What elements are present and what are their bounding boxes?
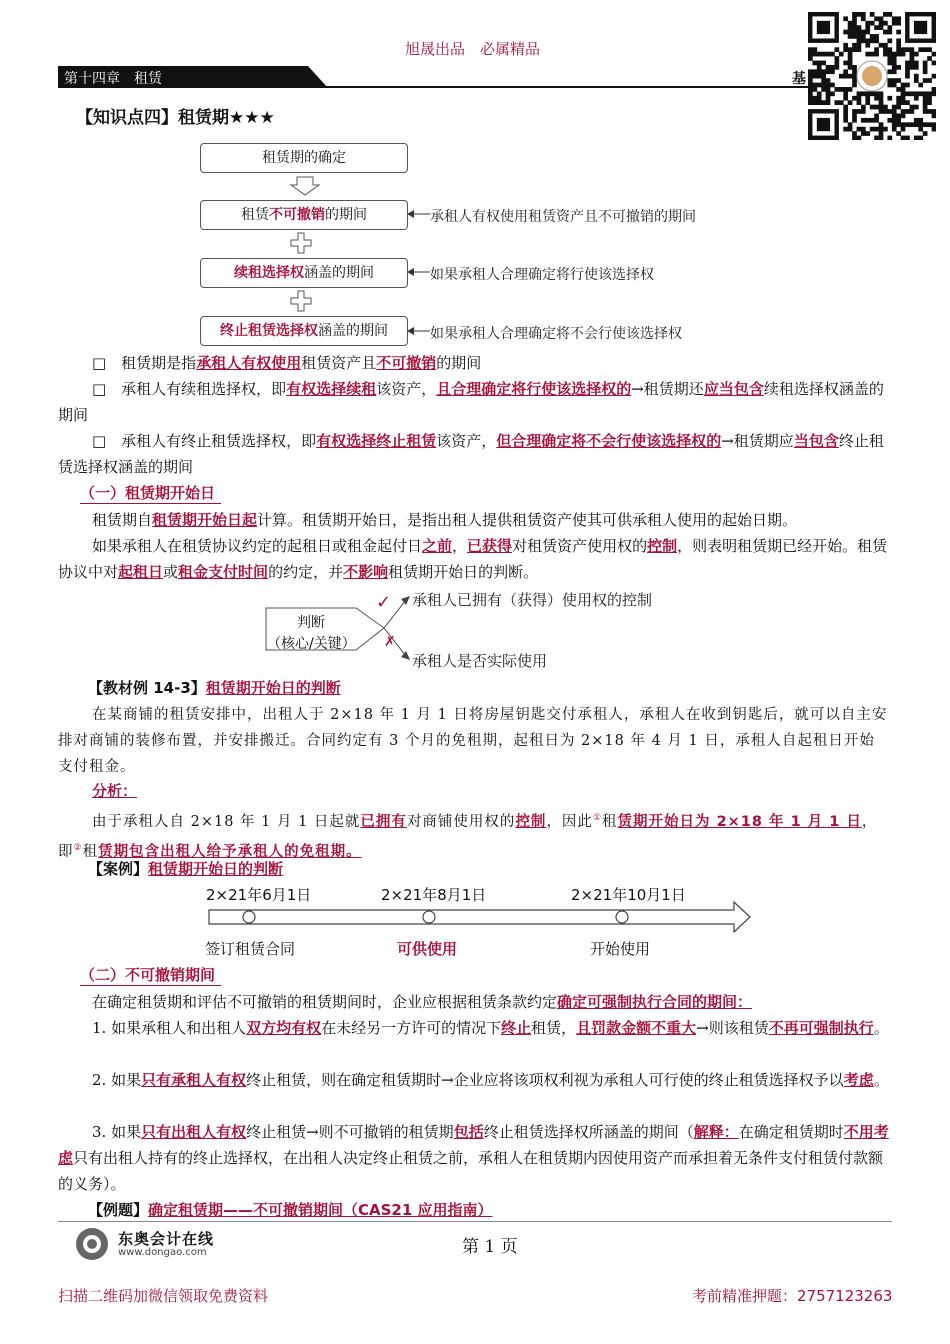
b2-6: 续租选择权涵盖的期间 <box>58 380 884 424</box>
b2-0: □ 承租人有续租选择权，即 <box>92 380 287 398</box>
b2-4: →租赁期还 <box>631 380 704 398</box>
case-title: 租赁期开始日的判断 <box>148 860 284 878</box>
header-rule <box>326 86 812 88</box>
s1p2-4: 对租赁资产使用权的 <box>512 537 648 555</box>
b2-2: 该资产， <box>376 380 437 398</box>
bullet-3 <box>58 428 890 480</box>
i1-0: 1. 如果承租人和出租人 <box>92 1019 247 1037</box>
b3-1: 有权选择终止租赁 <box>316 432 437 450</box>
case-event-3: 开始使用 <box>590 940 651 958</box>
sup2: ② <box>73 842 83 853</box>
s1p1-0: 租赁期自 <box>92 511 153 529</box>
s1p2-11: 不影响 <box>343 563 389 581</box>
a3: 对商铺使用权的 <box>406 813 516 830</box>
timeline-arrow <box>208 900 752 936</box>
example1-body: 在某商铺的租赁安排中，出租人于 2×18 年 1 月 1 日将房屋钥匙交付承租人，承租人在收到钥匙后，就可以自主安排对商铺的装修布置，并安排搬迁。合同约定有 3 个月的免租期，起租日为 2×18 年 4 月 1 日，承租人自起租日开始支付租金。 <box>58 707 888 775</box>
chapter-tail: 基 <box>792 71 806 87</box>
b3-2: 该资产， <box>436 432 497 450</box>
i3-6: 在确定租赁期时 <box>738 1123 844 1141</box>
i1-5: 且罚款金额不重大 <box>576 1019 697 1037</box>
a1: 由于承租人自 2×18 年 1 月 1 日起就 <box>92 813 361 830</box>
i3-8: 只有出租人持有的终止选择权，在出租人决定终止租赁之前，承租人在租赁期内因使用资产而承担着无条件支付租赁付款额的义务）。 <box>58 1149 884 1193</box>
flow-box-lease-term-label: 租赁期的确定 <box>262 150 346 166</box>
case-label: 【案例】 <box>88 860 149 878</box>
b3-6: 终止租赁选择权涵盖的期间 <box>58 432 884 476</box>
plus-icon <box>290 232 312 254</box>
b1-0: □ 租赁期是指 <box>92 354 197 372</box>
b1-3: 不可撤销 <box>376 354 437 372</box>
i2-1: 只有承租人有权 <box>141 1071 247 1089</box>
i2-2: 终止租赁，则在确定租赁期时→企业应将该项权利视为承租人可行使的终止租赁选择权予以 <box>246 1071 844 1089</box>
judge-center <box>267 613 355 655</box>
a9: 租 <box>82 843 99 860</box>
s1p2-3: 已获得 <box>467 537 513 555</box>
flow-box-termination <box>200 316 408 346</box>
a10: 赁期包含出租人给予承租人的免租期。 <box>98 843 362 860</box>
logo-url: www.dongao.com <box>118 1247 207 1258</box>
s2i-0: 在确定租赁期和评估不可撤销的租赁期间时，企业应根据租赁条款约定 <box>92 993 558 1011</box>
i3-4: 终止租赁选择权所涵盖的期间（ <box>483 1123 694 1141</box>
b1-2: 租赁资产且 <box>301 354 377 372</box>
b3-5: 当包含 <box>793 432 839 450</box>
i1-1: 双方均有权 <box>246 1019 322 1037</box>
i3-0: 3. 如果 <box>92 1123 142 1141</box>
plus-icon <box>290 290 312 312</box>
flow-box4-em: 终止租赁选择权 <box>220 323 318 339</box>
analysis-body <box>58 805 890 865</box>
s1p2-5: 控制 <box>647 537 678 555</box>
judge-center-line2: （核心/关键） <box>267 636 356 652</box>
a8: ，即 <box>58 813 878 860</box>
s1p2-9: 租金支付时间 <box>178 563 269 581</box>
judge-center-line1: 判断 <box>297 615 325 631</box>
s1p2-7: 起租日 <box>118 563 164 581</box>
sec2-item-3 <box>58 1119 890 1197</box>
footer-left: 扫描二维码加微信领取免费资料 <box>58 1287 269 1305</box>
i1-2: 在未经另一方许可的情况下 <box>321 1019 502 1037</box>
analysis-label: 分析： <box>92 782 138 800</box>
s1p2-10: 的约定，并 <box>268 563 344 581</box>
sup1: ① <box>592 813 603 823</box>
i3-2: 终止租赁→则不可撤销的租赁期 <box>246 1123 454 1141</box>
i1-6: →则该租赁 <box>696 1019 769 1037</box>
flow-box3-post: 涵盖的期间 <box>304 265 374 281</box>
b1-4: 的期间 <box>436 354 482 372</box>
a4: 控制 <box>515 813 547 830</box>
example2-label: 【例题】 <box>88 1201 149 1219</box>
note-noncancellable: 承租人有权使用租赁资产且不可撤销的期间 <box>430 209 696 225</box>
flow-box-noncancellable <box>200 200 408 230</box>
example2-title: 确定租赁期——不可撤销期间（CAS21 应用指南） <box>148 1201 493 1219</box>
i2-3: 考虑 <box>843 1071 874 1089</box>
case-date-3: 2×21年10月1日 <box>571 886 686 904</box>
brand-slogan: 旭晟出品 必属精品 <box>405 40 541 58</box>
a6: 租 <box>602 813 618 830</box>
b3-3: 但合理确定将不会行使该选择权的 <box>496 432 722 450</box>
qr-code <box>808 12 936 140</box>
sec2-intro <box>58 989 890 1015</box>
chapter-title: 第十四章 租赁 <box>64 71 162 87</box>
down-arrow-icon <box>288 176 322 196</box>
i2-4: 。 <box>873 1071 889 1089</box>
i3-3: 包括 <box>453 1123 484 1141</box>
qr-code-graphic <box>808 12 936 140</box>
cross-icon: ✗ <box>384 634 396 650</box>
example2-header <box>88 1199 493 1220</box>
note-arrows <box>406 200 432 350</box>
flow-box2-pre: 租赁 <box>241 207 269 223</box>
a2: 已拥有 <box>360 813 407 830</box>
example1-title: 租赁期开始日的判断 <box>205 679 341 697</box>
flow-box-renewal <box>200 258 408 288</box>
dongao-logo-icon <box>74 1226 110 1262</box>
logo-name: 东奥会计在线 <box>118 1230 215 1248</box>
footer-right: 考前精准押题：2757123263 <box>692 1287 893 1305</box>
case-event-1: 签订租赁合同 <box>205 940 296 958</box>
s1p2-0: 如果承租人在租赁协议约定的起租日或租金起付日 <box>92 537 423 555</box>
section-title: 【知识点四】租赁期★★★ <box>76 108 275 128</box>
sec2-heading: （二）不可撤销期间 <box>80 964 221 986</box>
note-termination: 如果承租人合理确定将不会行使该选择权 <box>430 326 682 342</box>
a5: ，因此 <box>546 813 593 830</box>
sec1-heading: （一）租赁期开始日 <box>80 482 221 504</box>
b3-0: □ 承租人有终止租赁选择权，即 <box>92 432 317 450</box>
flow-box4-post: 涵盖的期间 <box>318 323 388 339</box>
b2-1: 有权选择续租 <box>286 380 377 398</box>
flow-box2-em: 不可撤销 <box>269 207 325 223</box>
s1p2-6: ，则表明租赁期已经开始。租赁协议中对 <box>58 537 888 581</box>
s1p2-8: 或 <box>163 563 179 581</box>
s1p2-1: 之前 <box>422 537 453 555</box>
sec2-item-1 <box>58 1015 890 1041</box>
i1-4: 租赁， <box>531 1019 577 1037</box>
case-header <box>88 858 283 879</box>
bullet-2 <box>58 376 890 428</box>
i1-8: 。 <box>873 1019 889 1037</box>
s1p2-2: ， <box>452 537 468 555</box>
judge-yes: 承租人已拥有（获得）使用权的控制 <box>412 591 653 609</box>
b3-4: →租赁期应 <box>721 432 794 450</box>
flow-box2-post: 的期间 <box>325 207 367 223</box>
case-event-2: 可供使用 <box>397 940 458 958</box>
s2i-1: 确定可强制执行合同的期间： <box>557 993 753 1011</box>
example1-header <box>88 677 341 698</box>
case-date-2: 2×21年8月1日 <box>381 886 487 904</box>
check-icon: ✓ <box>376 592 392 613</box>
judge-no: 承租人是否实际使用 <box>412 652 548 670</box>
example1-label: 【教材例 14-3】 <box>88 679 206 697</box>
flow-box-lease-term <box>200 143 408 173</box>
chapter-banner <box>58 66 328 88</box>
footer-rule <box>58 1221 892 1222</box>
i1-3: 终止 <box>501 1019 532 1037</box>
b1-1: 承租人有权使用 <box>196 354 302 372</box>
a7: 赁期开始日为 2×18 年 1 月 1 日 <box>617 813 862 830</box>
b2-3: 且合理确定将行使该选择权的 <box>436 380 632 398</box>
case-date-1: 2×21年6月1日 <box>206 886 312 904</box>
b2-5: 应当包含 <box>703 380 764 398</box>
s1p1-1: 租赁期开始日起 <box>152 511 258 529</box>
flow-box3-em: 续租选择权 <box>234 265 304 281</box>
sec1-p1 <box>58 507 890 533</box>
note-renewal: 如果承租人合理确定将行使该选择权 <box>430 267 654 283</box>
sec2-item-2 <box>58 1067 890 1093</box>
i1-7: 不再可强制执行 <box>768 1019 874 1037</box>
page-number: 第 1 页 <box>462 1237 518 1257</box>
i3-1: 只有出租人有权 <box>141 1123 247 1141</box>
s1p1-2: 计算。租赁期开始日，是指出租人提供租赁资产使其可供承租人使用的起始日期。 <box>257 511 798 529</box>
i3-7: 不用考虑 <box>58 1123 889 1167</box>
s1p2-12: 租赁期开始日的判断。 <box>388 563 539 581</box>
sec1-p2 <box>58 533 890 585</box>
i3-5: 解释： <box>693 1123 739 1141</box>
bullet-1 <box>58 350 890 376</box>
i2-0: 2. 如果 <box>92 1071 142 1089</box>
